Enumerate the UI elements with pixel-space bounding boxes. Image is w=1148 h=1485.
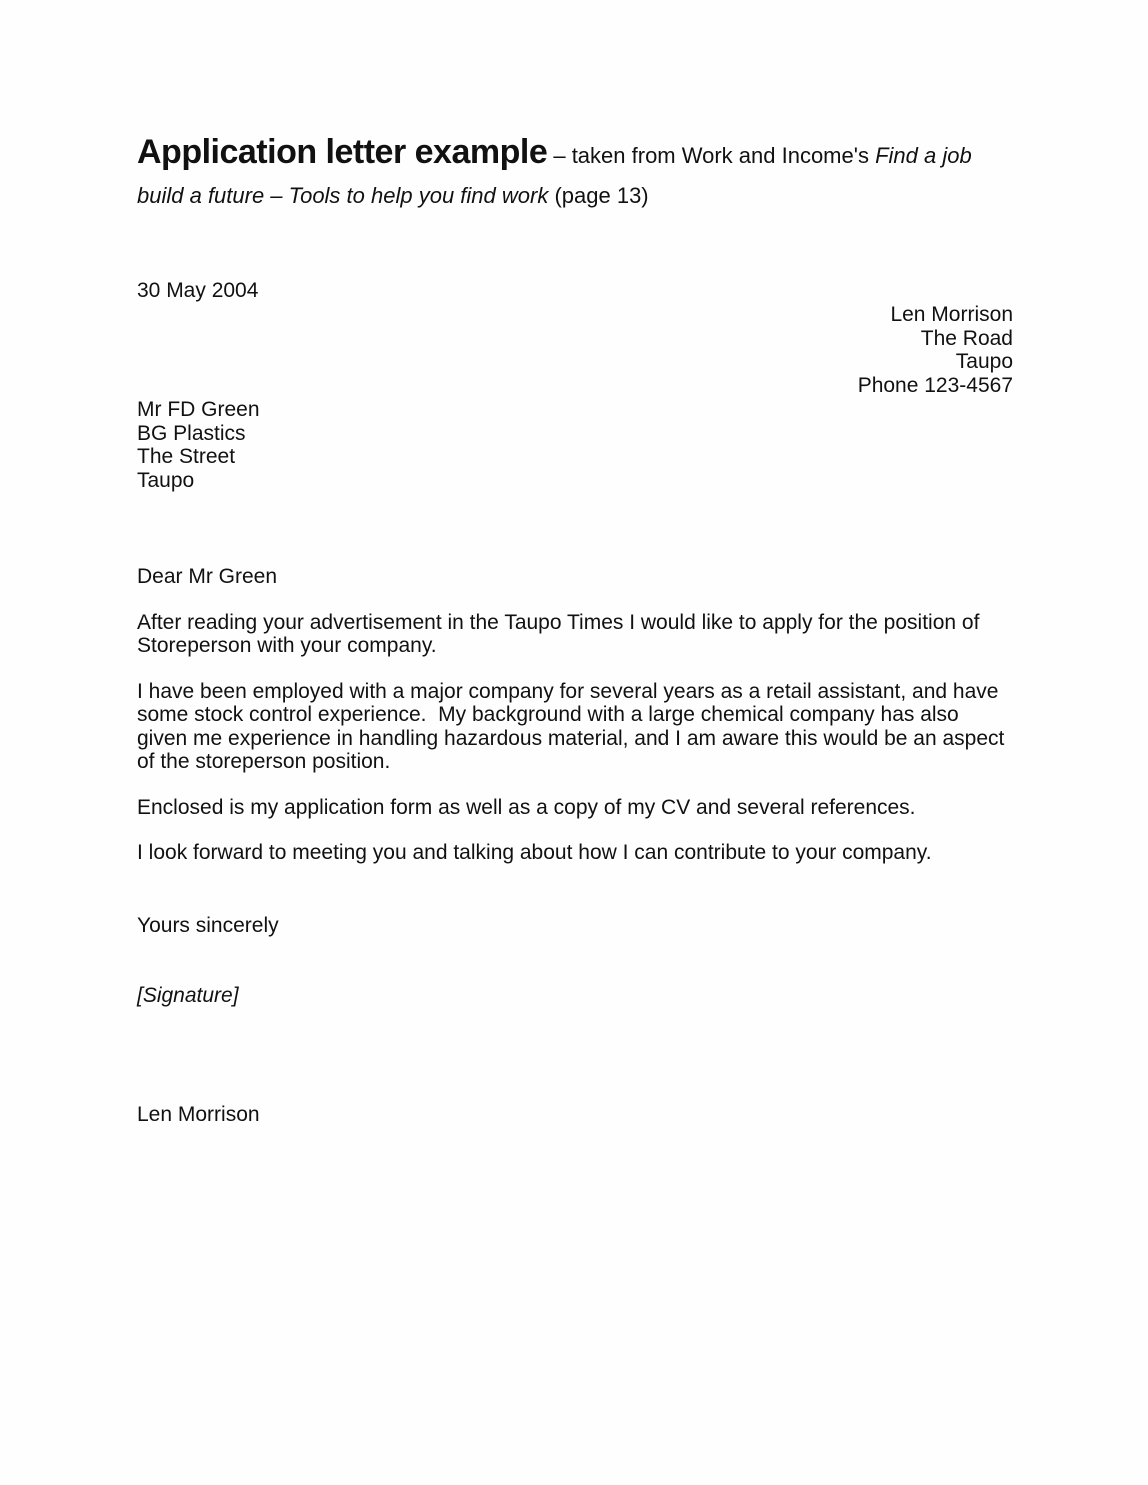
recipient-name: Mr FD Green bbox=[137, 398, 260, 421]
body-paragraph: After reading your advertisement in the Taupo Times I would like to apply for the position of Storeperson with your company. bbox=[137, 610, 986, 657]
salutation: Dear Mr Green bbox=[137, 565, 278, 588]
letter-date: 30 May 2004 bbox=[137, 278, 259, 302]
sender-street: The Road bbox=[920, 326, 1013, 350]
signature-name: Len Morrison bbox=[137, 1102, 260, 1126]
sender-name: Len Morrison bbox=[890, 303, 1013, 326]
recipient-city: Taupo bbox=[137, 468, 195, 492]
page-title bbox=[137, 132, 1013, 213]
title-italic-source-text: Find a job build a future – Tools to help you find work bbox=[137, 143, 972, 209]
sender-address-block bbox=[137, 303, 1013, 397]
title-subtitle-text: – taken from Work and Income's bbox=[547, 143, 876, 168]
body-paragraph: Enclosed is my application form as well as a copy of my CV and several references. bbox=[137, 795, 916, 819]
recipient-street: The Street bbox=[137, 445, 236, 468]
title-page-ref: (page 13) bbox=[548, 183, 649, 209]
signature-placeholder: [Signature] bbox=[137, 984, 239, 1007]
title-bold-text: Application letter example bbox=[137, 133, 548, 171]
recipient-address-block bbox=[137, 398, 1013, 492]
recipient-company: BG Plastics bbox=[137, 421, 246, 445]
body-paragraph: I have been employed with a major company for several years as a retail assistant, and have some stock control experience. My background with a large chemical company has also given me experience in handling hazardous material, and I am aware this would be an aspect of the storeperson position. bbox=[137, 679, 1011, 773]
sender-city: Taupo bbox=[955, 350, 1013, 373]
closing-line: Yours sincerely bbox=[137, 913, 279, 937]
sender-phone: Phone 123-4567 bbox=[857, 373, 1013, 397]
body-paragraph: I look forward to meeting you and talking about how I can contribute to your company. bbox=[137, 841, 932, 864]
